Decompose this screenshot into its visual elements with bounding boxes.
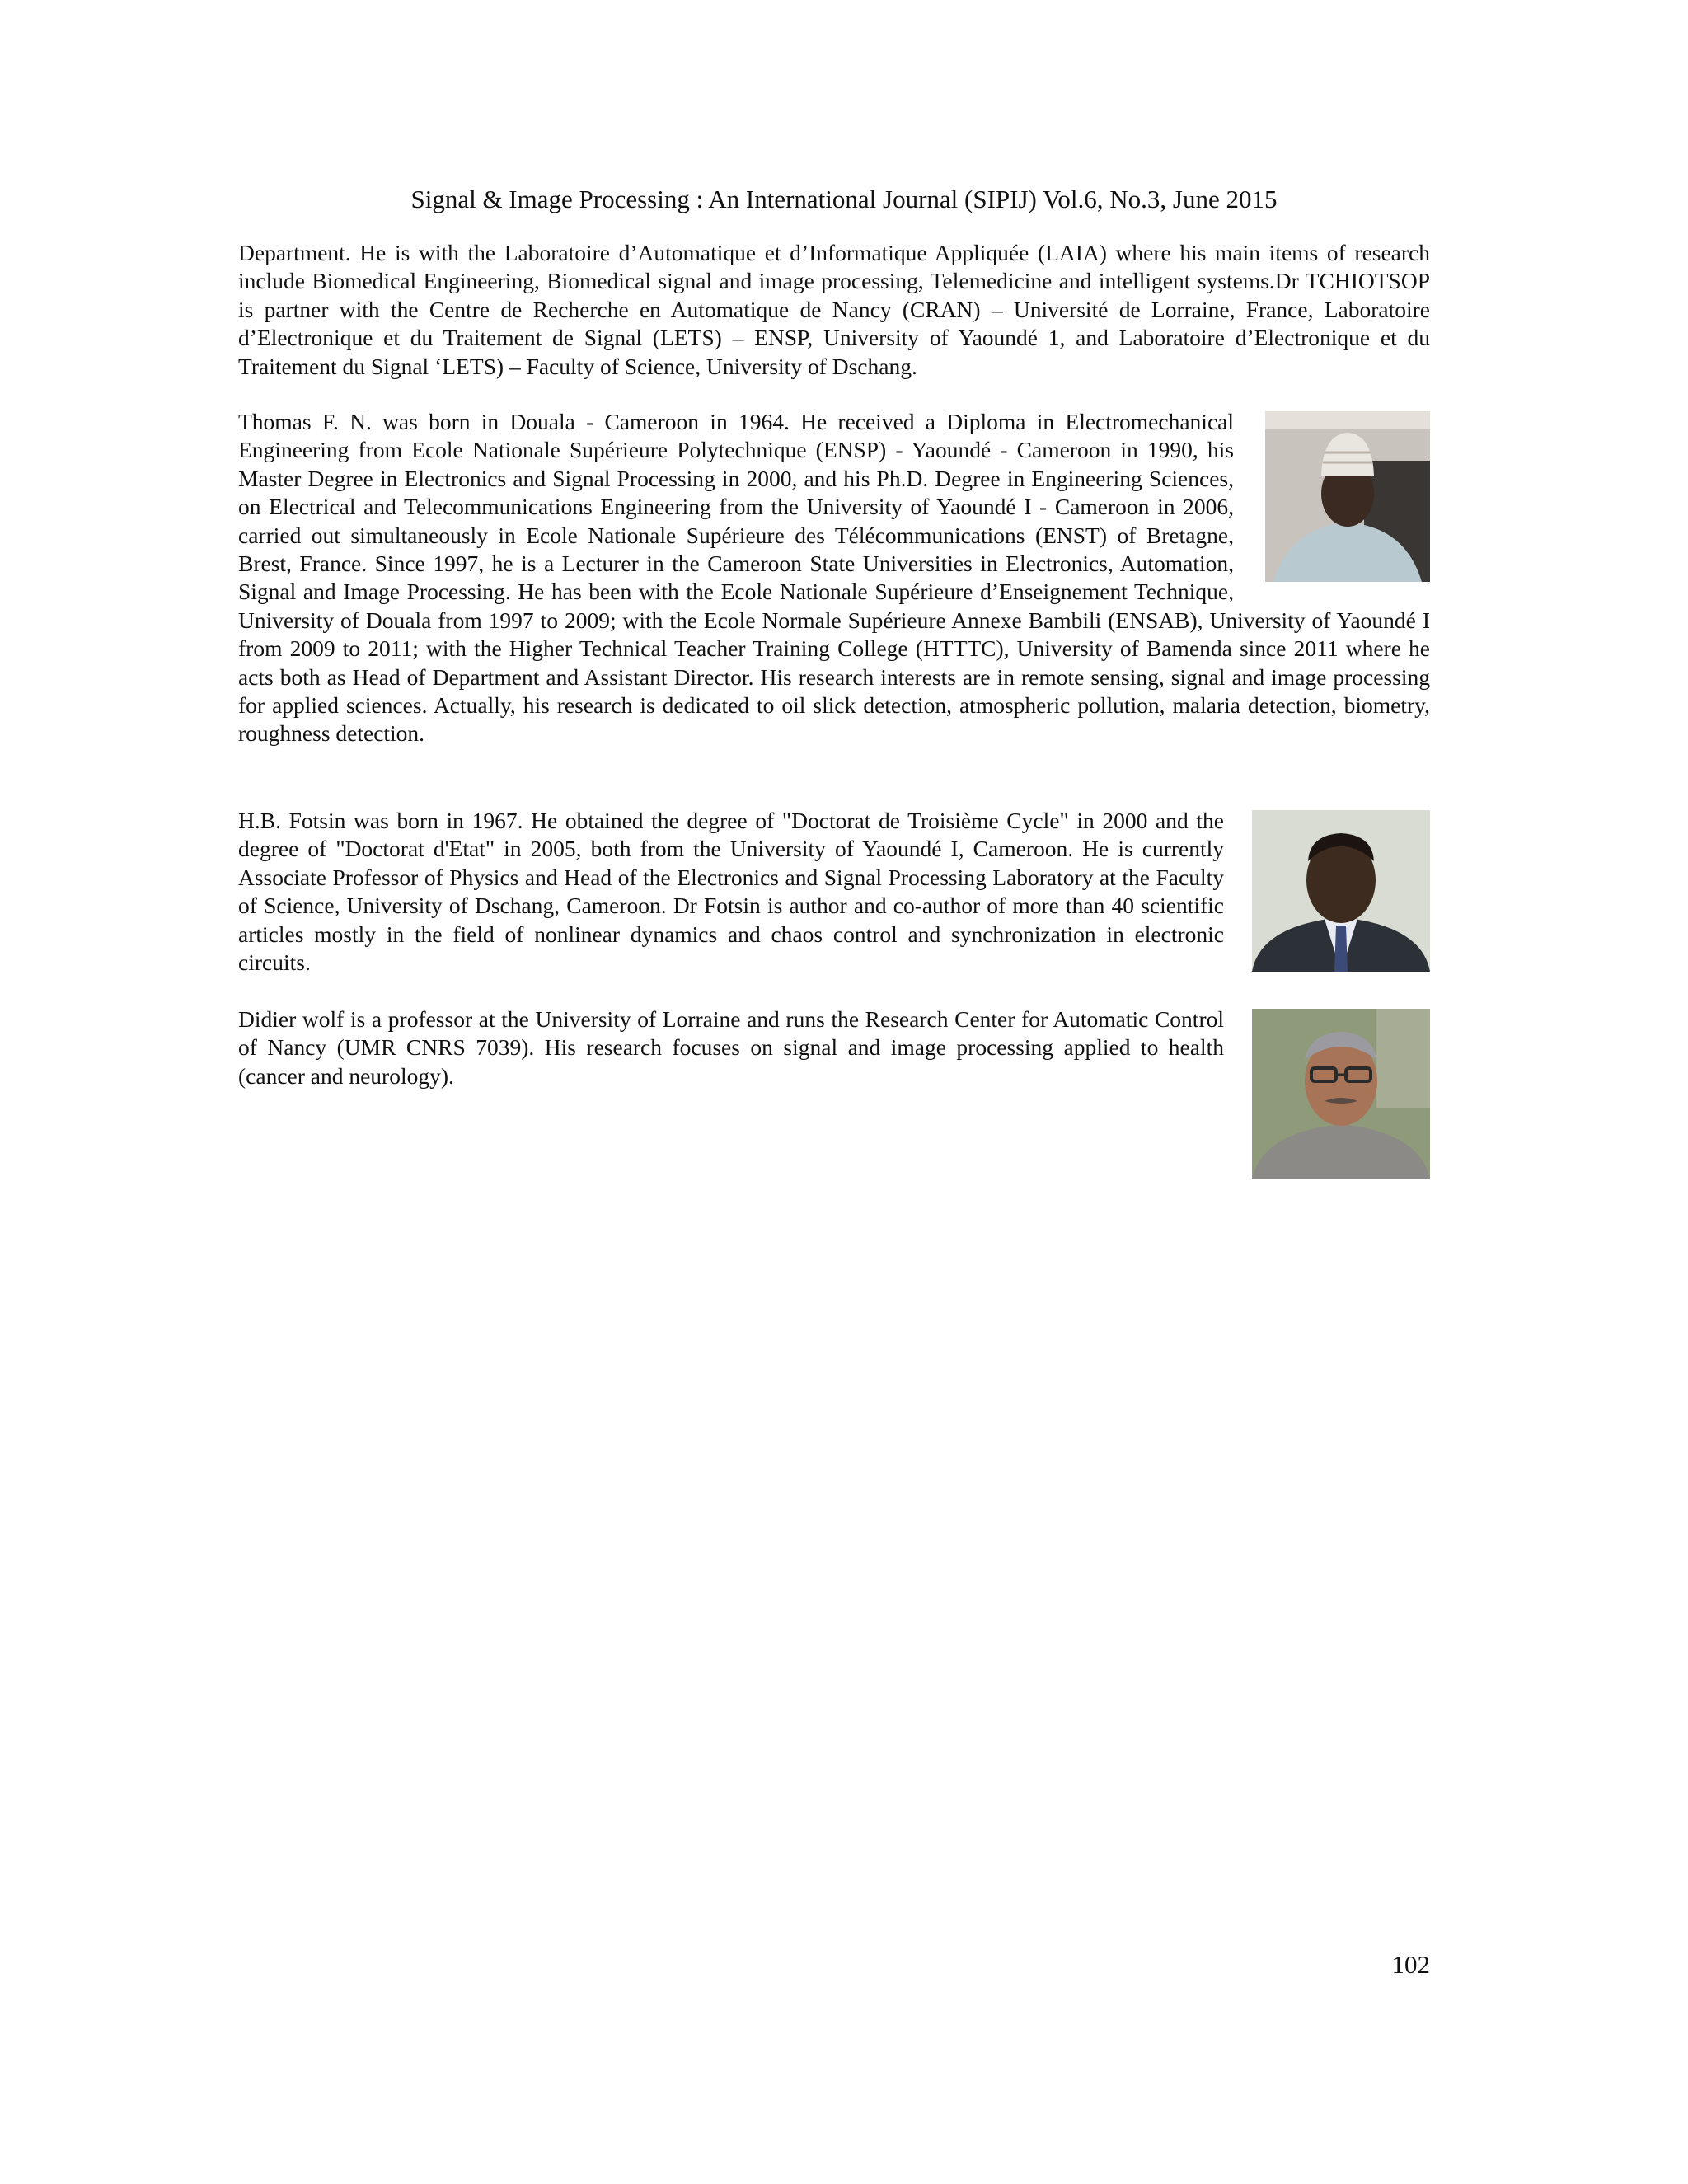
portrait-photo-thomas [1265,411,1430,582]
bio-thomas-paragraph [238,408,1430,748]
page-number: 102 [1391,1950,1430,1979]
portrait-photo-icon [1252,810,1430,972]
portrait-photo-icon [1252,1009,1430,1179]
bio-continuation-paragraph: Department. He is with the Laboratoire d’Automatique et d’Informatique Appliquée (LAIA) where his main items of research include Biomedical Engineering, Biomedical signal and image processing, Telemedicine and intelligent systems.Dr TCHIOTSOP is partner with the Centre de Recherche en Automatique de Nancy (CRAN) – Université de Lorraine, France, Laboratoire d’Electronique et du Traitement de Signal (LETS) – ENSP, University of Yaoundé 1, and Laboratoire d’Electronique et du Traitement du Signal ‘LETS) – Faculty of Science, University of Dschang. [238,240,1430,379]
bio-thomas-text: Thomas F. N. was born in Douala - Cameroon in 1964. He received a Diploma in Electromechanical Engineering from Ecole Nationale Supérieure Polytechnique (ENSP) - Yaoundé - Cameroon in 1990, his Master Degree in Electronics and Signal Processing in 2000, and his Ph.D. Degree in Engineering Sciences, on Electrical and Telecommunications Engineering from the University of Yaoundé I - Cameroon in 2006, carried out simultaneously in Ecole Nationale Supérieure des Télécommunications (ENST) of Bretagne, Brest, France. Since 1997, he is a Lecturer in the Cameroon State Universities in Electronics, Automation, Signal and Image Processing. He has been with the Ecole Nationale Supérieure d’Enseignement Technique, University of Douala from 1997 to 2009; with the Ecole Normale Supérieure Annexe Bambili (ENSAB), University of Yaoundé I from 2009 to 2011; with the Higher Technical Teacher Training College (HTTTC), University of Bamenda since 2011 where he acts both as Head of Department and Assistant Director. His research interests are in remote sensing, signal and image processing for applied sciences. Actually, his research is dedicated to oil slick detection, atmospheric pollution, malaria detection, biometry, roughness detection. [238,409,1430,747]
bio-wolf-paragraph [238,1005,1430,1184]
portrait-photo-fotsin [1252,810,1430,972]
bio-wolf-text: Didier wolf is a professor at the University of Lorraine and runs the Research Center for Automatic Control of Nancy (UMR CNRS 7039). His research focuses on signal and image processing applied to health (cancer and neurology). [238,1006,1224,1089]
portrait-photo-icon [1265,411,1430,582]
running-header: Signal & Image Processing : An International Journal (SIPIJ) Vol.6, No.3, June 2015 [410,185,1278,213]
bio-fotsin-text: H.B. Fotsin was born in 1967. He obtained the degree of "Doctorat de Troisième Cycle" in 2000 and the degree of "Doctorat d'Etat" in 2005, both from the University of Yaoundé I, Cameroon. He is currently Associate Professor of Physics and Head of the Electronics and Signal Processing Laboratory at the Faculty of Science, University of Dschang, Cameroon. Dr Fotsin is author and co-author of more than 40 scientific articles mostly in the field of nonlinear dynamics and chaos control and synchronization in electronic circuits. [238,808,1224,976]
portrait-photo-wolf [1252,1009,1430,1179]
bio-fotsin-paragraph [238,807,1430,977]
